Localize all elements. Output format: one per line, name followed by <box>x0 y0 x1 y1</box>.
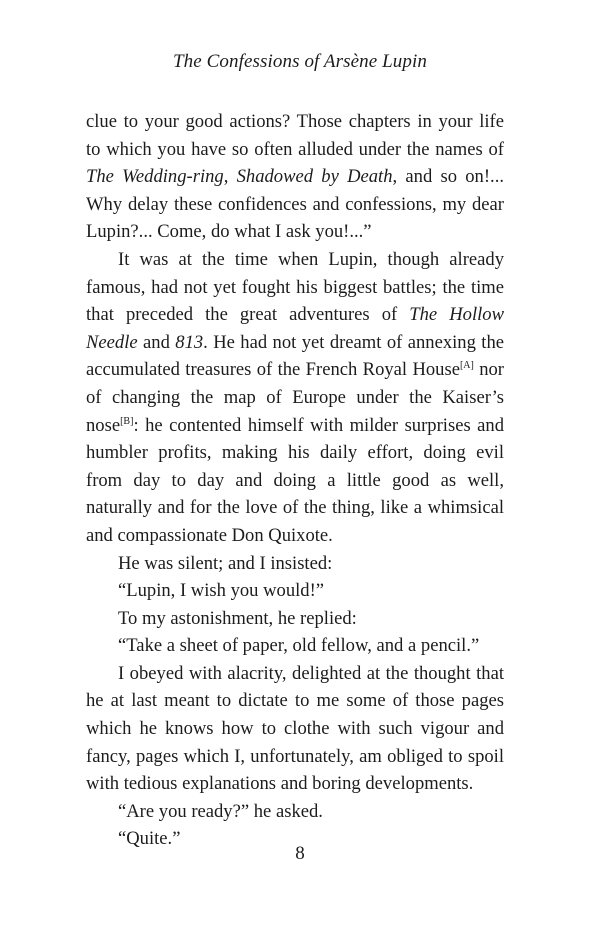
text-run: “Take a sheet of paper, old fellow, and a pencil.” <box>118 635 480 657</box>
body-text <box>86 108 504 853</box>
paragraph <box>86 798 504 826</box>
italic-title: The Hollow Needle <box>86 304 504 353</box>
footnote-marker: [A] <box>459 360 474 372</box>
text-run: “Are you ready?” he asked. <box>118 800 323 822</box>
footnote-marker: [B] <box>120 415 134 427</box>
paragraph <box>86 605 504 633</box>
text-run: , <box>223 166 237 188</box>
italic-title: Shadowed by Death <box>236 166 393 188</box>
paragraph <box>86 660 504 798</box>
italic-title: The Wedding-ring <box>86 166 224 188</box>
paragraph <box>86 550 504 578</box>
text-run: , and so on!... Why delay these confidences and confessions, my dear Lupin?... Come, do what I ask you!...” <box>86 166 504 243</box>
running-head: The Confessions of Arsène Lupin <box>173 51 427 72</box>
text-run: He was silent; and I insisted: <box>118 552 333 574</box>
paragraph <box>86 246 504 550</box>
text-run: nor of changing the map of Europe under the Kaiser’s nose <box>86 359 504 436</box>
text-run: : he contented himself with milder surprises and humbler profits, making his daily effort, doing evil from day to day and doing a little good as well, naturally and for the love of the thing, like a whimsical and compassionate Don Quixote. <box>86 414 504 546</box>
text-run: and <box>137 331 176 353</box>
text-run: To my astonishment, he replied: <box>118 607 357 629</box>
page-number: 8 <box>295 843 305 864</box>
text-run: “Lupin, I wish you would!” <box>118 580 325 602</box>
text-run: clue to your good actions? Those chapters in your life to which you have so often alluded under the names of <box>86 111 504 160</box>
paragraph <box>86 577 504 605</box>
italic-title: 813 <box>175 331 204 353</box>
text-run: “Quite.” <box>118 828 181 850</box>
text-run: I obeyed with alacrity, delighted at the thought that he at last meant to dictate to me some of those pages which he knows how to clothe with such vigour and fancy, pages which I, unfortunately, am obliged to spoil with tedious explanations and boring developments. <box>86 662 504 795</box>
paragraph <box>86 108 504 246</box>
text-run: It was at the time when Lupin, though already famous, had not yet fought his biggest battles; the time that preceded the great adventures of <box>86 248 504 326</box>
paragraph <box>86 632 504 660</box>
text-run: . He had not yet dreamt of annexing the accumulated treasures of the French Royal House <box>86 331 504 381</box>
